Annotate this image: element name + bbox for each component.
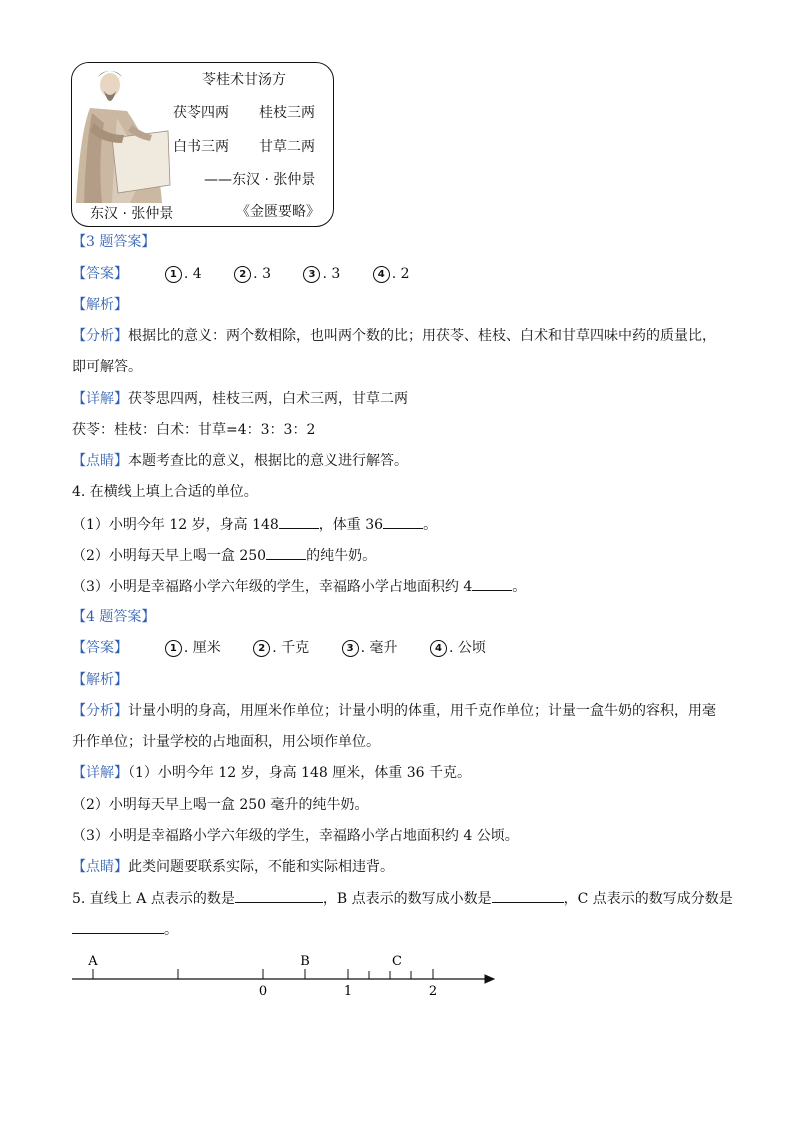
q5-stem-line-2: 。 — [72, 919, 178, 940]
q5-blank-a[interactable] — [235, 888, 323, 903]
q4-answer-2: 2 . 千克 — [253, 638, 309, 658]
portrait-caption: 东汉 · 张仲景 — [90, 206, 174, 222]
q3-answer-row — [72, 264, 438, 284]
q4-sub-3: （3）小明是幸福路小学六年级的学生，幸福路小学占地面积约 4 。 — [72, 576, 526, 597]
q5-blank-c[interactable] — [72, 919, 164, 934]
poem-signature: ——东汉 · 张仲景 — [204, 172, 316, 188]
q3-jiexi-label: 【解析】 — [72, 297, 128, 313]
q4-answer-1: 1 . 厘米 — [165, 638, 221, 658]
tick-label-0: 0 — [258, 984, 268, 999]
q4-analysis-line-1: 【分析】计量小明的身高，用厘米作单位；计量小明的体重，用千克作单位；计量一盒牛奶的容积，用毫 — [72, 703, 716, 719]
tick-label-2: 2 — [428, 984, 438, 999]
q4-jiexi-label: 【解析】 — [72, 672, 128, 688]
point-label-b: B — [300, 954, 310, 969]
q4-detail-3: （3）小明是幸福路小学六年级的学生，幸福路小学占地面积约 4 公顷。 — [72, 828, 519, 844]
q4-answer-4: 4 . 公顷 — [430, 638, 486, 658]
q4-detail-2: （2）小明每天早上喝一盒 250 毫升的纯牛奶。 — [72, 797, 369, 813]
q4-blank-1[interactable] — [279, 514, 319, 529]
q4-sub-1: （1）小明今年 12 岁，身高 148 ，体重 36 。 — [72, 514, 437, 535]
q4-sub-2: （2）小明每天早上喝一盒 250 的纯牛奶。 — [72, 545, 376, 566]
q3-answer-1: 1 . 4 — [165, 264, 202, 284]
poem-card — [71, 62, 334, 227]
zhang-zhongjing-portrait — [72, 63, 172, 203]
q4-answer-3: 3 . 毫升 — [342, 638, 398, 658]
q4-answer-label: 【答案】 — [72, 640, 128, 656]
q4-stem: 4. 在横线上填上合适的单位。 — [72, 484, 258, 500]
q3-answer-label: 【答案】 — [72, 266, 128, 282]
poem-title: 苓桂术甘汤方 — [202, 72, 286, 88]
q3-answer-2: 2 . 3 — [234, 264, 271, 284]
q4-detail-1: 【详解】（1）小明今年 12 岁，身高 148 厘米，体重 36 千克。 — [72, 765, 471, 781]
poem-line-2a: 白书三两 — [173, 139, 229, 155]
q4-answer-header: 【4 题答案】 — [72, 609, 156, 625]
q3-answer-3: 3 . 3 — [303, 264, 340, 284]
q3-summary: 【点睛】本题考查比的意义，根据比的意义进行解答。 — [72, 453, 408, 469]
q4-blank-4[interactable] — [472, 576, 512, 591]
q4-summary: 【点睛】此类问题要联系实际，不能和实际相违背。 — [72, 859, 394, 875]
number-line-figure — [66, 948, 506, 1004]
poem-line-1b: 桂枝三两 — [259, 105, 315, 121]
q3-answer-header: 【3 题答案】 — [72, 234, 156, 250]
point-label-a: A — [88, 954, 98, 969]
q3-detail: 【详解】茯苓思四两，桂枝三两，白术三两，甘草二两 — [72, 391, 408, 407]
poem-line-1a: 茯苓四两 — [173, 105, 229, 121]
q3-analysis-line-2: 即可解答。 — [72, 359, 142, 375]
q5-blank-b[interactable] — [492, 888, 564, 903]
source-caption: 《金匮要略》 — [236, 204, 320, 220]
q3-analysis-line-1: 【分析】根据比的意义：两个数相除，也叫两个数的比；用茯苓、桂枝、白术和甘草四味中药的质量比， — [72, 328, 716, 344]
tick-label-1: 1 — [343, 984, 353, 999]
q5-stem-line-1: 5. 直线上 A 点表示的数是 ，B 点表示的数写成小数是 ，C 点表示的数写成分数是 — [72, 888, 733, 909]
q3-answer-4: 4 . 2 — [373, 264, 410, 284]
q4-blank-3[interactable] — [266, 545, 306, 560]
point-label-c: C — [392, 954, 402, 969]
q4-answer-row — [72, 638, 514, 658]
q3-ratio: 茯苓：桂枝：白术：甘草=4：3：3：2 — [72, 422, 316, 438]
poem-line-2b: 甘草二两 — [259, 139, 315, 155]
q4-analysis-line-2: 升作单位；计量学校的占地面积，用公顷作单位。 — [72, 734, 380, 750]
q4-blank-2[interactable] — [383, 514, 423, 529]
